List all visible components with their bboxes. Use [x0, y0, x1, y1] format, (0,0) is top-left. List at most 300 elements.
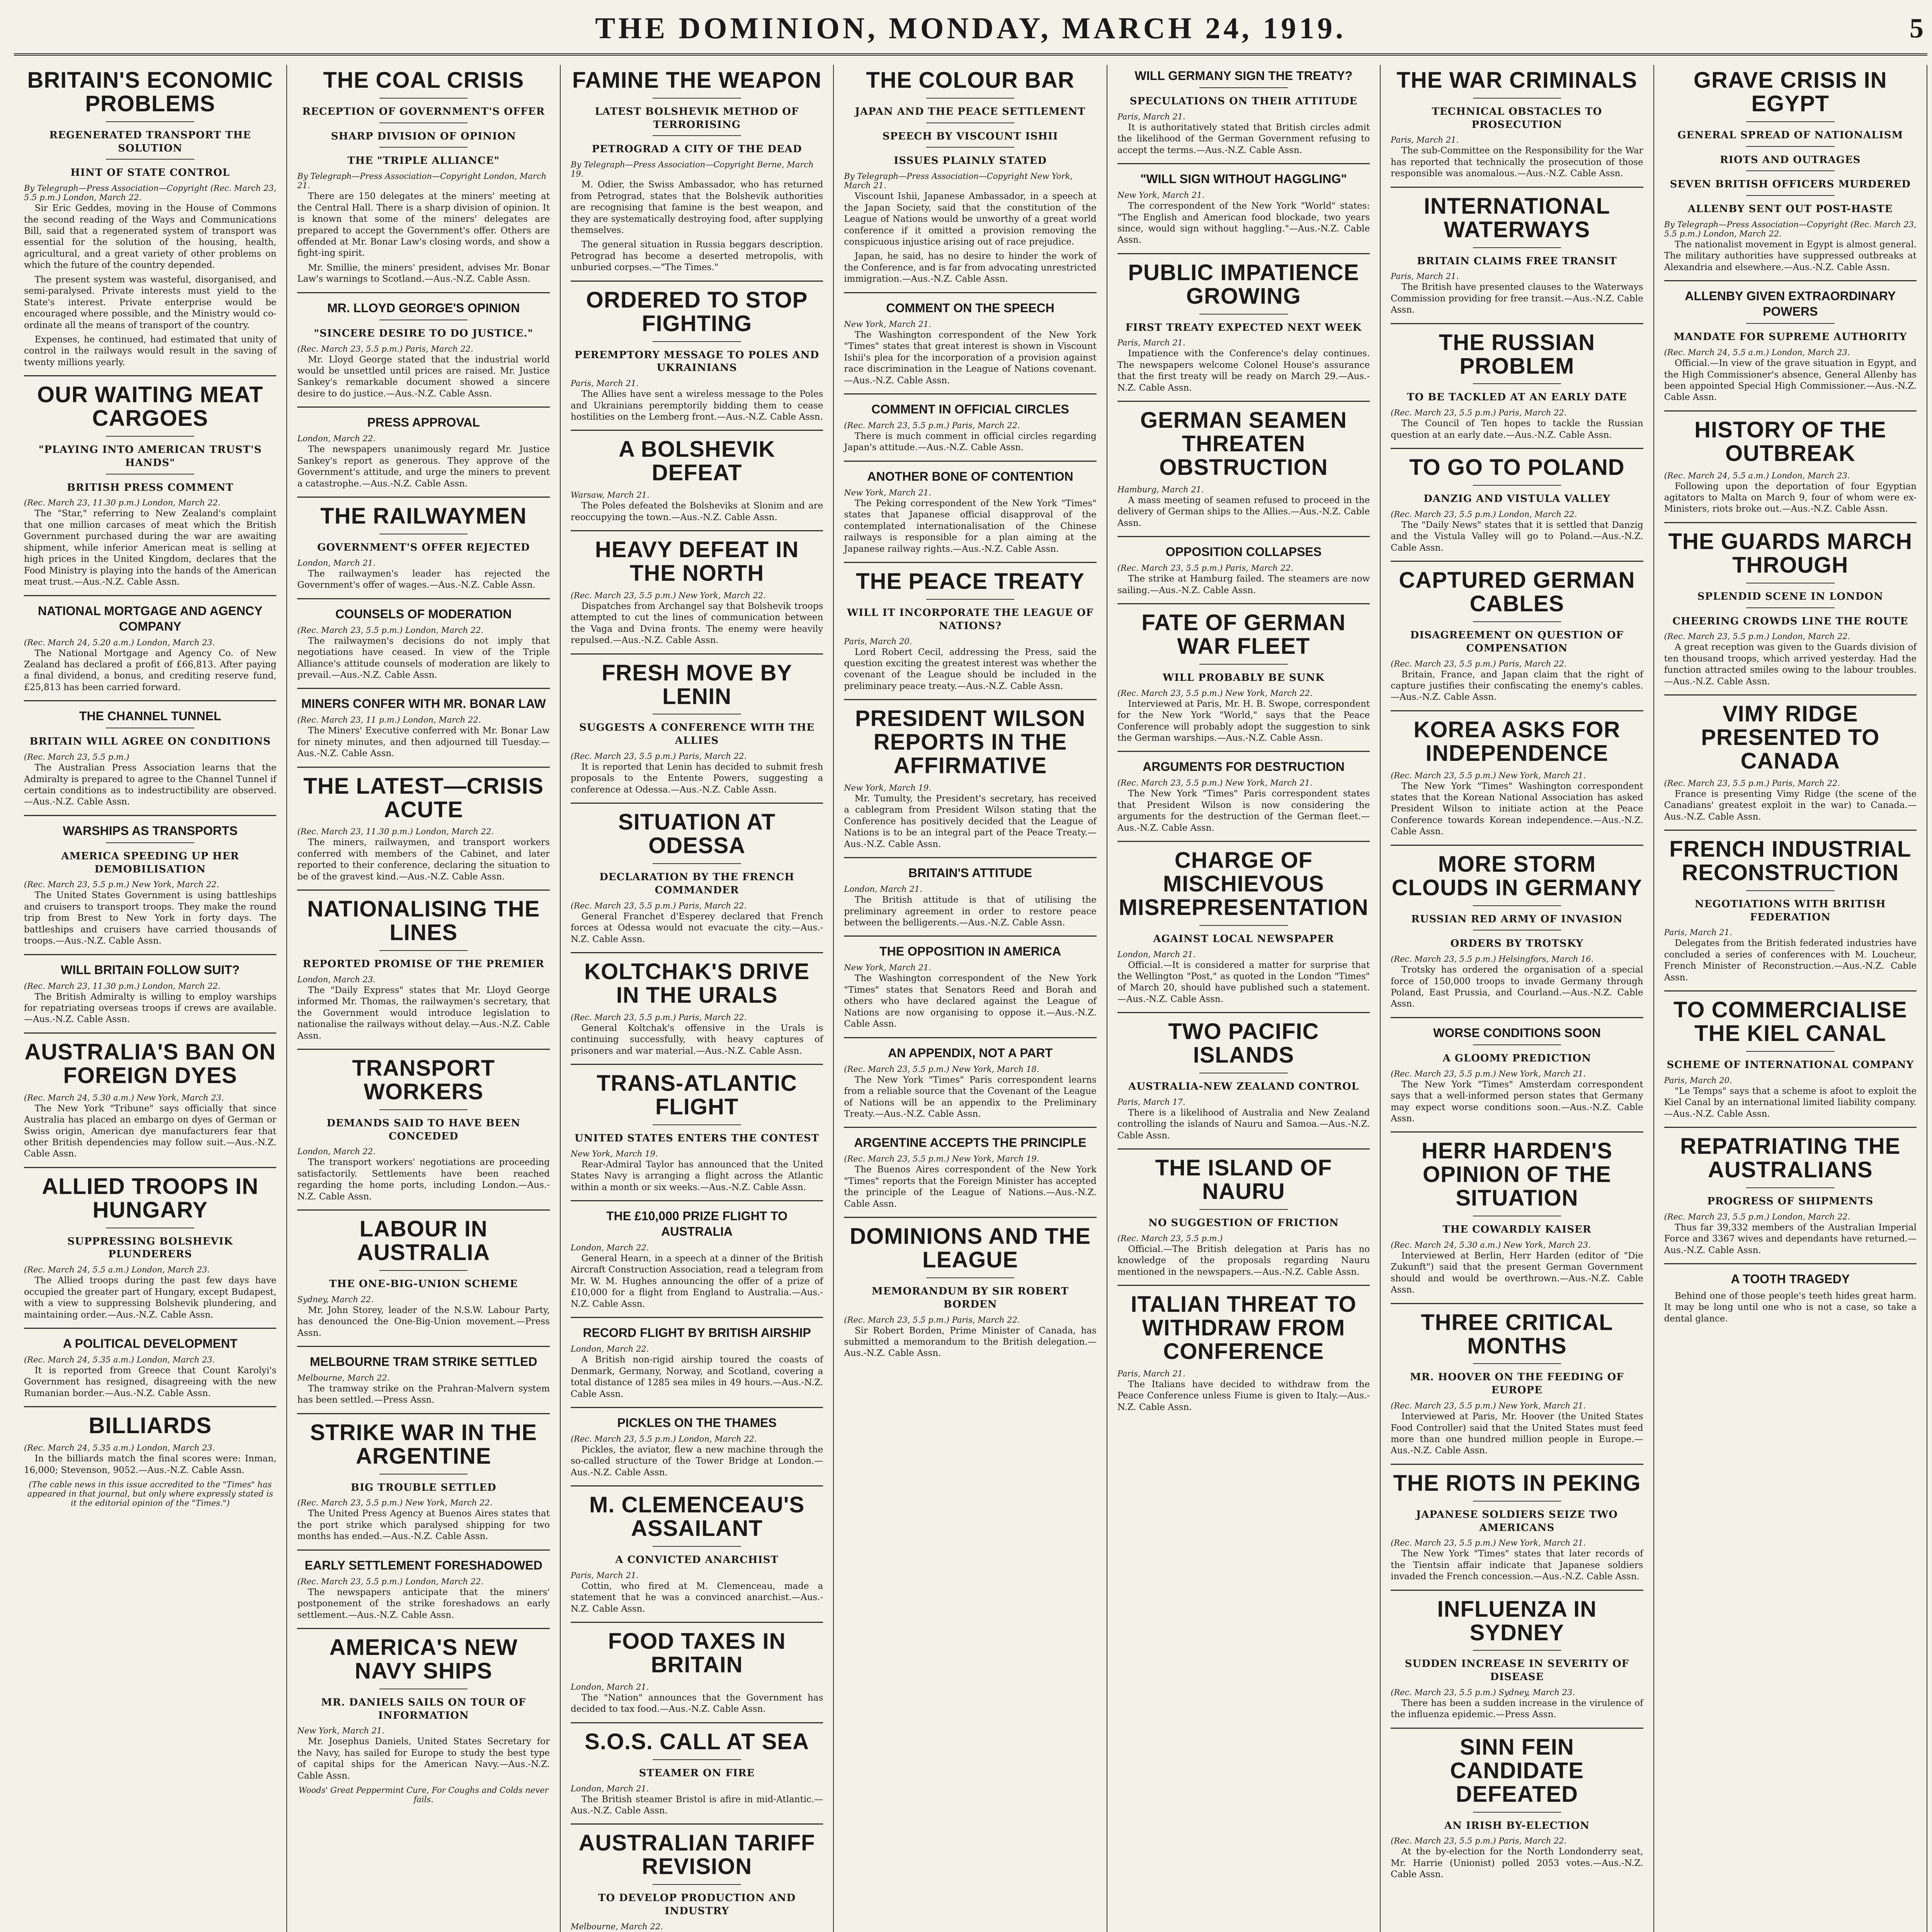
divider — [1473, 621, 1561, 622]
dateline: (Rec. March 23, 5.5 p.m.) Paris, March 22. — [570, 1012, 747, 1022]
dateline: Paris, March 21. — [1391, 272, 1459, 281]
article — [571, 289, 823, 423]
divider — [1473, 905, 1561, 906]
article — [1117, 759, 1370, 834]
section-divider — [571, 281, 823, 282]
article — [24, 69, 276, 368]
section-divider — [297, 1628, 549, 1629]
dateline: New York, March 21. — [844, 963, 931, 973]
paragraph: The present system was wasteful, disorganised, and semi-paralysed. Private interests must yield to the State's interest. Private enterprise would be encouraged where possible, and the Ministry would co-ordinate all the means of transport of the country. — [24, 274, 277, 330]
divider — [106, 842, 194, 843]
headline: FOOD TAXES IN BRITAIN — [608, 1629, 786, 1678]
subheadline: THE £10,000 PRIZE FLIGHT TO AUSTRALIA — [606, 1209, 787, 1239]
subheadline: "SINCERE DESIRE TO DO JUSTICE." — [314, 327, 533, 339]
article — [297, 1354, 549, 1406]
section-divider — [1664, 280, 1917, 281]
article — [571, 960, 823, 1057]
article — [844, 469, 1096, 555]
section-divider — [24, 595, 276, 596]
divider — [1199, 664, 1288, 665]
paragraph: It is reported from Greece that Count Karolyi's Government has resigned, disagreeing with the new Rumanian border.—Aus.-N.Z. Cable Assn. — [24, 1366, 277, 1398]
paragraph: Sir Eric Geddes, moving in the House of Commons the second reading of the Ways and Communications Bill, said that a regenerated system of transport was essential for the solution of the housing, health, agricultural, and a great variety of other problems on which the future of the country depended. — [24, 203, 277, 270]
headline: AMERICA'S NEW NAVY SHIPS — [329, 1635, 518, 1684]
divider — [926, 147, 1015, 148]
section-divider — [844, 562, 1096, 563]
paragraph: France is presenting Vimy Ridge (the scene of the Canadians' greatest exploit in the war) to Canada.—Aus.-N.Z. Cable Assn. — [1664, 789, 1917, 822]
divider — [1199, 314, 1288, 315]
section-divider — [1391, 561, 1643, 562]
paragraph: Japan, he said, has no desire to hinder the work of the Conference, and is far from advocating unrestricted immigration.—Aus.-N.Z. Cable Assn. — [844, 251, 1097, 284]
subheadline: MEMORANDUM BY SIR ROBERT BORDEN — [872, 1285, 1069, 1310]
dateline: New York, March 21. — [297, 1726, 385, 1736]
subheadline: MR. LLOYD GEORGE'S OPINION — [327, 301, 520, 315]
dateline: By Telegraph—Press Association—Copyright Berne, March 19. — [570, 160, 814, 179]
section-divider — [844, 461, 1096, 462]
subheadline: BRITAIN CLAIMS FREE TRANSIT — [1417, 255, 1617, 267]
section-divider — [571, 430, 823, 431]
subheadline: ISSUES PLAINLY STATED — [894, 155, 1047, 167]
divider — [653, 98, 741, 99]
section-divider — [1117, 253, 1370, 254]
headline: NATIONALISING THE LINES — [307, 896, 540, 946]
subheadline: PRESS APPROVAL — [367, 415, 480, 430]
paragraph: The United States Government is using battleships and cruisers to transport troops. They make the round trip from Brest to New York in forty days. The battleships and cruisers have carried thousands of troops.—Aus.-N.Z. Cable Assn. — [24, 890, 277, 946]
paragraph: The British steamer Bristol is afire in mid-Atlantic.—Aus.-N.Z. Cable Assn. — [570, 1794, 823, 1816]
section-divider — [1391, 845, 1643, 846]
article — [844, 69, 1096, 285]
divider — [1473, 1650, 1561, 1651]
headline: AUSTRALIA'S BAN ON FOREIGN DYES — [24, 1039, 276, 1088]
paragraph: Impatience with the Conference's delay continues. The newspapers welcome Colonel House's assurance that the first treaty will be ready on March 29.—Aus.-N.Z. Cable Assn. — [1117, 349, 1370, 393]
divider — [1473, 1501, 1561, 1502]
headline: GRAVE CRISIS IN EGYPT — [1694, 68, 1887, 116]
dateline: London, March 22. — [570, 1344, 649, 1354]
article — [297, 1558, 549, 1621]
subheadline: SHARP DIVISION OF OPINION — [331, 130, 516, 142]
column-2 — [287, 65, 560, 1932]
subheadline: DISAGREEMENT ON QUESTION OF COMPENSATION — [1410, 629, 1624, 654]
article — [24, 1336, 276, 1399]
article — [1391, 1025, 1643, 1125]
headline: HERR HARDEN'S OPINION OF THE SITUATION — [1421, 1138, 1612, 1211]
subheadline: WILL BRITAIN FOLLOW SUIT? — [61, 963, 240, 977]
subheadline: BIG TROUBLE SETTLED — [350, 1481, 497, 1493]
article — [1664, 1135, 1917, 1256]
article — [1664, 702, 1917, 823]
section-divider — [844, 935, 1096, 937]
section-divider — [24, 1406, 276, 1407]
dateline: (Rec. March 23, 5.5 p.m.) New York, March 19. — [844, 1154, 1039, 1164]
dateline: (Rec. March 23, 5.5 p.m.) Paris, March 22. — [570, 901, 747, 910]
paragraph: Mr. John Storey, leader of the N.S.W. Labour Party, has denounced the One-Big-Union movement.—Press Assn. — [297, 1305, 550, 1338]
dateline: (Rec. March 23, 5.5 p.m.) New York, March 22. — [24, 880, 219, 889]
divider — [1746, 1187, 1835, 1188]
article — [297, 415, 549, 490]
paragraph: The "Daily News" states that it is settled that Danzig and the Vistula Valley will go to Poland.—Aus.-N.Z. Cable Assn. — [1391, 520, 1643, 553]
dateline: (Rec. March 23, 5.5 p.m.) New York, March 22. — [297, 1498, 493, 1508]
dateline: Paris, March 21. — [1117, 112, 1185, 121]
dateline: Paris, March 21. — [570, 379, 639, 388]
dateline: (Rec. March 23, 5.5 p.m.) Paris, March 22. — [844, 420, 1020, 430]
paragraph: Delegates from the British federated industries have concluded a series of conferences with M. Loucheur, French Minister of Reconstruction.—Aus.-N.Z. Cable Assn. — [1664, 938, 1917, 983]
headline: THE ISLAND OF NAURU — [1155, 1155, 1332, 1204]
divider — [379, 98, 468, 99]
divider — [1473, 98, 1561, 99]
subheadline: SPECULATIONS ON THEIR ATTITUDE — [1129, 95, 1358, 107]
section-divider — [297, 406, 549, 408]
dateline: London, March 23. — [297, 975, 376, 984]
headline: THE LATEST—CRISIS ACUTE — [303, 773, 544, 822]
paragraph: In the billiards match the final scores were: Inman, 16,000; Stevenson, 9052.—Aus.-N.Z. Cable Assn. — [24, 1454, 277, 1475]
section-divider — [24, 1328, 276, 1329]
divider — [1473, 1044, 1561, 1045]
section-divider — [571, 1722, 823, 1723]
section-divider — [1117, 536, 1370, 537]
headline: VIMY RIDGE PRESENTED TO CANADA — [1701, 701, 1880, 774]
divider — [1746, 607, 1835, 608]
section-divider — [1117, 751, 1370, 752]
divider — [379, 147, 468, 148]
article — [1664, 418, 1917, 515]
paragraph: The New York "Times" Paris correspondent states that President Wilson is now considering the arguments for the destruction of the German fleet.—Aus.-N.Z. Cable Assn. — [1117, 789, 1370, 833]
section-divider — [1117, 1012, 1370, 1013]
paragraph: The United Press Agency at Buenos Aires states that the port strike which paralysed shipping for two months has ended.—Aus.-N.Z. Cable Assn. — [297, 1509, 550, 1542]
masthead-title: THE DOMINION, MONDAY, MARCH 24, 1919. — [595, 11, 1346, 45]
subheadline: FIRST TREATY EXPECTED NEXT WEEK — [1125, 321, 1362, 333]
subheadline: RECORD FLIGHT BY BRITISH AIRSHIP — [583, 1326, 811, 1340]
section-divider — [1391, 448, 1643, 449]
paragraph: Interviewed at Berlin, Herr Harden (editor of "Die Zukunft") said that the present German Government should and would be overthrown.—Aus.-N.Z. Cable Assn. — [1391, 1250, 1643, 1295]
article — [571, 438, 823, 523]
section-divider — [1117, 603, 1370, 604]
paragraph: The British have presented clauses to the Waterways Commission providing for free transit.—Aus.-N.Z. Cable Assn. — [1391, 282, 1643, 315]
headline: KOLTCHAK'S DRIVE IN THE URALS — [584, 959, 810, 1008]
dateline: London, March 21. — [1117, 949, 1196, 959]
dateline: London, March 22. — [570, 1243, 649, 1253]
article — [297, 1218, 549, 1339]
subheadline: MINERS CONFER WITH MR. BONAR LAW — [301, 697, 546, 711]
section-divider — [844, 1127, 1096, 1128]
paragraph: At the by-election for the North Londonderry seat, Mr. Harrie (Unionist) polled 2053 votes.—Aus.-N.Z. Cable Assn. — [1391, 1847, 1643, 1880]
headline: PRESIDENT WILSON REPORTS IN THE AFFIRMATIVE — [855, 706, 1085, 779]
dateline: (Rec. March 24, 5.20 a.m.) London, March 23. — [24, 638, 215, 647]
article — [24, 603, 276, 694]
paragraph: It is reported that Lenin has decided to submit fresh proposals to the Entente Powers, suggesting a conference at Odessa.—Aus.-N.Z. Cable Assn. — [570, 762, 823, 795]
subheadline: WILL IT INCORPORATE THE LEAGUE OF NATIONS? — [847, 607, 1094, 632]
paragraph: Mr. Josephus Daniels, United States Secretary for the Navy, has sailed for Europe to study the best type of capital ships for the American Navy.—Aus.-N.Z. Cable Assn. — [297, 1736, 550, 1781]
dateline: Melbourne, March 22. — [570, 1922, 663, 1931]
headline: KOREA ASKS FOR INDEPENDENCE — [1413, 717, 1621, 766]
subheadline: A POLITICAL DEVELOPMENT — [63, 1337, 238, 1351]
headline: SINN FEIN CANDIDATE DEFEATED — [1450, 1734, 1584, 1807]
section-divider — [571, 952, 823, 953]
article — [297, 898, 549, 1042]
paragraph: Following upon the deportation of four Egyptian agitators to Malta on March 9, four of whom were ex-Ministers, riots broke out.—Aus.-N.Z. Cable Assn. — [1664, 481, 1917, 514]
article — [1391, 195, 1643, 316]
subheadline: PROGRESS OF SHIPMENTS — [1707, 1195, 1874, 1207]
paragraph: The "Star," referring to New Zealand's complaint that one million carcases of meat which the British Government purchased during the war are awaiting shipment, while inferior American meat is selling at high prices in the United Kingdom, declares that the Food Ministry is playing into the hands of the American meat trust.—Aus.-N.Z. Cable Assn. — [24, 509, 277, 587]
headline: TRANS-ATLANTIC FLIGHT — [597, 1071, 797, 1120]
paragraph: The "Daily Express" states that Mr. Lloyd George informed Mr. Thomas, the railwaymen's secretary, that the Government would introduce legislation to nationalise the railways without delay.—Aus.-N.Z. Cable Assn. — [297, 985, 550, 1041]
headline: BRITAIN'S ECONOMIC PROBLEMS — [27, 68, 273, 116]
paragraph: The newspapers unanimously regard Mr. Justice Sankey's report as generous. They approve of the Government's attitude, and urge the miners to prevent a catastrophe.—Aus.-N.Z. Cable Assn. — [297, 444, 550, 489]
paragraph: The sub-Committee on the Responsibility for the War has reported that technically the prosecution of those responsible was anomalous.—Aus.-N.Z. Cable Assn. — [1391, 146, 1643, 179]
dateline: London, March 22. — [297, 1147, 376, 1156]
subheadline: CHEERING CROWDS LINE THE ROUTE — [1672, 615, 1908, 627]
dateline: Warsaw, March 21. — [570, 490, 650, 500]
subheadline: BRITAIN'S ATTITUDE — [908, 866, 1032, 880]
paragraph: The Poles defeated the Bolsheviks at Slonim and are reoccupying the town.—Aus.-N.Z. Cable Assn. — [570, 501, 823, 522]
dateline: (Rec. March 23, 5.5 p.m.) London, March 22. — [570, 1434, 757, 1444]
subheadline: THE "TRIPLE ALLIANCE" — [347, 155, 500, 167]
subheadline: RUSSIAN RED ARMY OF INVASION — [1411, 913, 1623, 925]
dateline: (Rec. March 24, 5.30 a.m.) New York, March 23. — [24, 1093, 224, 1102]
dateline: London, March 21. — [297, 558, 376, 568]
article — [844, 300, 1096, 386]
headline: PUBLIC IMPATIENCE GROWING — [1128, 260, 1359, 309]
article — [571, 69, 823, 274]
subheadline: TO BE TACKLED AT AN EARLY DATE — [1407, 391, 1627, 403]
headline: THE COLOUR BAR — [866, 68, 1075, 93]
headline: THE RAILWAYMEN — [320, 503, 527, 529]
dateline: London, March 21. — [844, 884, 922, 894]
section-divider — [297, 598, 549, 599]
dateline: (Rec. March 23, 5.5 p.m.) London, March 22. — [297, 625, 484, 635]
subheadline: MELBOURNE TRAM STRIKE SETTLED — [310, 1355, 537, 1369]
dateline: (Rec. March 23, 5.5 p.m.) — [1117, 1233, 1223, 1243]
subheadline: UNITED STATES ENTERS THE CONTEST — [574, 1132, 820, 1144]
article — [24, 962, 276, 1026]
dateline: (Rec. March 23, 5.5 p.m.) Sydney, March 23. — [1391, 1687, 1575, 1697]
paragraph: The New York "Times" states that later records of the Tientsin affair indicate that Japanese soldiers invaded the French concession.—Aus.-N.Z. Cable Assn. — [1391, 1549, 1643, 1582]
section-divider — [571, 1200, 823, 1201]
paragraph: The Peking correspondent of the New York "Times" states that Japanese official disapproval of the contemplated internationalisation of the Chinese railways is responsible for a plan aiming at the Japanese railway rights.—Aus.-N.Z. Cable Assn. — [844, 498, 1097, 554]
divider — [1473, 1363, 1561, 1364]
article — [844, 707, 1096, 850]
section-divider — [297, 1346, 549, 1347]
subheadline: JAPAN AND THE PEACE SETTLEMENT — [855, 105, 1086, 117]
column-6 — [1381, 65, 1654, 1932]
section-divider — [571, 1317, 823, 1318]
section-divider — [1391, 710, 1643, 711]
paragraph: The general situation in Russia beggars description. Petrograd has become a deserted metropolis, with unburied corpses.—"The Times." — [570, 240, 823, 273]
article — [844, 1045, 1096, 1120]
article — [297, 1421, 549, 1543]
divider — [106, 121, 194, 122]
section-divider — [844, 699, 1096, 700]
section-divider — [24, 1167, 276, 1168]
dateline: New York, March 21. — [1117, 190, 1205, 200]
headline: SITUATION AT ODESSA — [618, 810, 776, 859]
subheadline: REGENERATED TRANSPORT THE SOLUTION — [49, 129, 251, 154]
dateline: (Rec. March 24, 5.35 a.m.) London, March 23. — [24, 1355, 215, 1365]
dateline: By Telegraph—Press Association—Copyright (Rec. March 23, 5.5 p.m.) London, March 22. — [24, 184, 277, 202]
article — [1117, 611, 1370, 744]
divider — [379, 1474, 468, 1475]
article — [1117, 544, 1370, 596]
article — [844, 401, 1096, 454]
subheadline: ARGUMENTS FOR DESTRUCTION — [1143, 760, 1345, 774]
subheadline: AUSTRALIA-NEW ZEALAND CONTROL — [1128, 1081, 1359, 1093]
headline: OUR WAITING MEAT CARGOES — [37, 382, 264, 431]
headline: MORE STORM CLOUDS IN GERMANY — [1391, 851, 1643, 900]
subheadline: PETROGRAD A CITY OF THE DEAD — [592, 143, 802, 155]
paragraph: Trotsky has ordered the organisation of a special force of 150,000 troops to invade Germany through Poland, East Prussia, and Courland.—Aus.-N.Z. Cable Assn. — [1391, 965, 1643, 1009]
subheadline: BRITAIN WILL AGREE ON CONDITIONS — [29, 736, 271, 748]
divider — [926, 1277, 1015, 1278]
subheadline: WORSE CONDITIONS SOON — [1433, 1026, 1601, 1040]
article — [1391, 1736, 1643, 1881]
dateline: (Rec. March 23, 5.5 p.m.) Paris, March 22. — [297, 344, 473, 354]
dateline: (Rec. March 23, 5.5 p.m.) Paris, March 22. — [570, 752, 747, 761]
dateline: (Rec. March 23, 11 p.m.) London, March 22. — [297, 715, 481, 725]
subheadline: NATIONAL MORTGAGE AND AGENCY COMPANY — [38, 604, 263, 633]
article — [24, 1414, 276, 1476]
subheadline: MANDATE FOR SUPREME AUTHORITY — [1673, 331, 1907, 343]
article — [1664, 998, 1917, 1120]
paragraph: The Washington correspondent of the New York "Times" states that Senators Reed and Borah and others who have declared against the League of Nations are now organising to oppose it.—Aus.-N.Z. Cable Assn. — [844, 973, 1097, 1029]
dateline: (Rec. March 23, 5.5 p.m.) London, March 22. — [1391, 509, 1577, 519]
headline: M. CLEMENCEAU'S ASSAILANT — [589, 1492, 805, 1541]
subheadline: SUDDEN INCREASE IN SEVERITY OF DISEASE — [1405, 1658, 1629, 1683]
subheadline: "WILL SIGN WITHOUT HAGGLING" — [1140, 172, 1347, 186]
headline: BILLIARDS — [88, 1413, 212, 1439]
section-divider — [571, 1622, 823, 1623]
dateline: London, March 21. — [570, 1784, 649, 1793]
subheadline: EARLY SETTLEMENT FORESHADOWED — [304, 1558, 543, 1572]
subheadline: THE COWARDLY KAISER — [1442, 1224, 1592, 1236]
section-divider — [1117, 841, 1370, 842]
headline: HEAVY DEFEAT IN THE NORTH — [595, 537, 799, 586]
divider — [653, 863, 741, 864]
section-divider — [24, 954, 276, 955]
headline: A BOLSHEVIK DEFEAT — [618, 437, 776, 486]
section-divider — [1117, 1285, 1370, 1286]
paragraph: Sir Robert Borden, Prime Minister of Canada, has submitted a memorandum to the British delegation.—Aus.-N.Z. Cable Assn. — [844, 1325, 1097, 1359]
paragraph: The nationalist movement in Egypt is almost general. The military authorities have suppressed outbreaks at Alexandria and elsewhere.—Aus.-N.Z. Cable Assn. — [1664, 239, 1917, 272]
headline: THE GUARDS MARCH THROUGH — [1668, 529, 1912, 578]
subheadline: THE CHANNEL TUNNEL — [79, 709, 221, 723]
article — [24, 708, 276, 808]
subheadline: ORDERS BY TROTSKY — [1450, 938, 1584, 950]
paragraph: Mr. Lloyd George stated that the industrial world would be unsettled until prices are raised. Mr. Justice Sankey's remarkable document showed a sincere desire to do justice.—Aus.-N.Z. Cable Assn. — [297, 354, 550, 399]
subheadline: AN APPENDIX, NOT A PART — [888, 1046, 1053, 1060]
paragraph: Rear-Admiral Taylor has announced that the United States Navy is arranging a flight across the Atlantic within a month or six weeks.—Aus.-N.Z. Cable Assn. — [570, 1159, 823, 1192]
article — [844, 570, 1096, 692]
footnote: Woods' Great Peppermint Cure, For Coughs and Colds never fails. — [298, 1786, 549, 1804]
headline: AUSTRALIAN TARIFF REVISION — [578, 1830, 815, 1879]
article — [297, 775, 549, 883]
divider — [1199, 87, 1288, 88]
subheadline: TO DEVELOP PRODUCTION AND INDUSTRY — [598, 1892, 796, 1917]
divider — [1746, 195, 1835, 196]
section-divider — [24, 815, 276, 816]
subheadline: THE OPPOSITION IN AMERICA — [879, 944, 1061, 959]
article — [844, 1135, 1096, 1210]
dateline: Paris, March 21. — [1117, 338, 1185, 348]
divider — [106, 159, 194, 160]
subheadline: AGAINST LOCAL NEWSPAPER — [1153, 933, 1334, 945]
dateline: (Rec. March 23, 5.5 p.m.) New York, March 18. — [844, 1064, 1039, 1074]
subheadline: COUNSELS OF MODERATION — [335, 607, 512, 621]
article — [571, 1493, 823, 1615]
headline: FAMINE THE WEAPON — [572, 68, 822, 93]
section-divider — [1391, 1590, 1643, 1591]
paragraph: The New York "Tribune" says officially that since Australia has placed an embargo on dyes of German or Swiss origin, American dye manufacturers fear that other British dependencies may follow suit.—Aus.-N.Z. Cable Assn. — [24, 1103, 277, 1159]
article — [24, 1041, 276, 1160]
paragraph: Behind one of those people's teeth hides great harm. It may be long until one who is not a case, so take a dental glance. — [1664, 1291, 1917, 1324]
section-divider — [1664, 990, 1917, 992]
dateline: London, March 22. — [297, 434, 376, 444]
paragraph: The railwaymen's decisions do not imply that negotiations have ceased. In view of the Triple Alliance's attitude counsels of moderation are likely to prevail.—Aus.-N.Z. Cable Assn. — [297, 636, 550, 680]
subheadline: SEVEN BRITISH OFFICERS MURDERED — [1670, 179, 1911, 190]
paragraph: Dispatches from Archangel say that Bolshevik troops attempted to cut the lines of communication between the Vaga and Dvina fronts. The enemy were heavily repulsed.—Aus.-N.Z. Cable Assn. — [570, 601, 823, 646]
subheadline: THE ONE-BIG-UNION SCHEME — [329, 1278, 518, 1290]
section-divider — [571, 1485, 823, 1486]
dateline: New York, March 21. — [844, 488, 931, 497]
paragraph: The New York "Times" Amsterdam correspondent says that a well-informed person states that Germany may expect worse conditions soon.—Aus.-N.Z. Cable Assn. — [1391, 1079, 1643, 1124]
paragraph: Britain, France, and Japan claim that the right of capture justifies their confiscating the enemy's cables.—Aus.-N.Z. Cable Assn. — [1391, 669, 1643, 702]
paragraph: The transport workers' negotiations are proceeding satisfactorily. Settlements have been reached regarding the home ports, including London.—Aus.-N.Z. Cable Assn. — [297, 1157, 550, 1202]
headline: THREE CRITICAL MONTHS — [1421, 1310, 1613, 1359]
headline: THE COAL CRISIS — [323, 68, 524, 93]
subheadline: COMMENT ON THE SPEECH — [886, 301, 1054, 315]
subheadline: STEAMER ON FIRE — [639, 1767, 755, 1779]
divider — [379, 950, 468, 951]
subheadline: DEMANDS SAID TO HAVE BEEN CONCEDED — [327, 1117, 520, 1142]
section-divider — [1391, 1017, 1643, 1018]
headline: THE PEACE TREATY — [856, 569, 1085, 594]
divider — [653, 1124, 741, 1125]
paragraph: There has been a sudden increase in the virulence of the influenza epidemic.—Press Assn. — [1391, 1698, 1643, 1720]
paragraph: Interviewed at Paris, Mr. Hoover (the United States Food Controller) said that the United States must feed more than one hundred million people in Europe.—Aus.-N.Z. Cable Assn. — [1391, 1412, 1643, 1456]
column-1 — [14, 65, 287, 1932]
subheadline: JAPANESE SOLDIERS SEIZE TWO AMERICANS — [1416, 1509, 1618, 1534]
section-divider — [571, 1064, 823, 1065]
paragraph: General Koltchak's offensive in the Urals is continuing successfully, with heavy captures of prisoners and war material.—Aus.-N.Z. Cable Assn. — [570, 1023, 823, 1056]
paragraph: The British Admiralty is willing to employ warships for repatriating overseas troops if crews are available.—Aus.-N.Z. Cable Assn. — [24, 992, 277, 1025]
dateline: Paris, March 21. — [1391, 135, 1459, 145]
headline: STRIKE WAR IN THE ARGENTINE — [310, 1420, 537, 1469]
divider — [1746, 170, 1835, 171]
paragraph: General Hearn, in a speech at a dinner of the British Aircraft Construction Association, read a telegram from Mr. W. M. Hughes announcing the offer of a prize of £10,000 for a flight from England to Australia.—Aus.-N.Z. Cable Assn. — [570, 1253, 823, 1309]
article — [1391, 456, 1643, 554]
article — [571, 662, 823, 796]
section-divider — [844, 292, 1096, 293]
subheadline: AN IRISH BY-ELECTION — [1444, 1820, 1590, 1832]
dateline: (Rec. March 23, 5.5 p.m.) Paris, March 22. — [1391, 659, 1567, 668]
section-divider — [1391, 1728, 1643, 1729]
article — [1664, 1271, 1917, 1325]
paragraph: Lord Robert Cecil, addressing the Press, said the question exciting the greatest interest was whether the covenant of the League should be included in the preliminary peace treaty.—Aus.-N.Z. Cable Assn. — [844, 647, 1097, 691]
subheadline: SPEECH BY VISCOUNT ISHII — [882, 130, 1058, 142]
headline: LABOUR IN AUSTRALIA — [357, 1216, 490, 1265]
divider — [1746, 323, 1835, 324]
divider — [653, 1759, 741, 1760]
article — [1391, 718, 1643, 838]
dateline: (Rec. March 23, 5.5 p.m.) London, March 22. — [1664, 632, 1850, 641]
section-divider — [297, 1049, 549, 1050]
subheadline: SUPPRESSING BOLSHEVIK PLUNDERERS — [67, 1235, 233, 1260]
paragraph: "Le Temps" says that a scheme is afoot to exploit the Kiel Canal by an international limited liability company.—Aus.-N.Z. Cable Assn. — [1664, 1086, 1917, 1119]
section-divider — [844, 1037, 1096, 1038]
subheadline: WILL GERMANY SIGN THE TREATY? — [1134, 69, 1353, 83]
headline: THE WAR CRIMINALS — [1396, 68, 1638, 93]
article — [1117, 1293, 1370, 1413]
divider — [1199, 1209, 1288, 1210]
article — [297, 606, 549, 681]
paragraph: It is authoritatively stated that British circles admit the likelihood of the German Government refusing to accept the terms.—Aus.-N.Z. Cable Assn. — [1117, 122, 1370, 155]
